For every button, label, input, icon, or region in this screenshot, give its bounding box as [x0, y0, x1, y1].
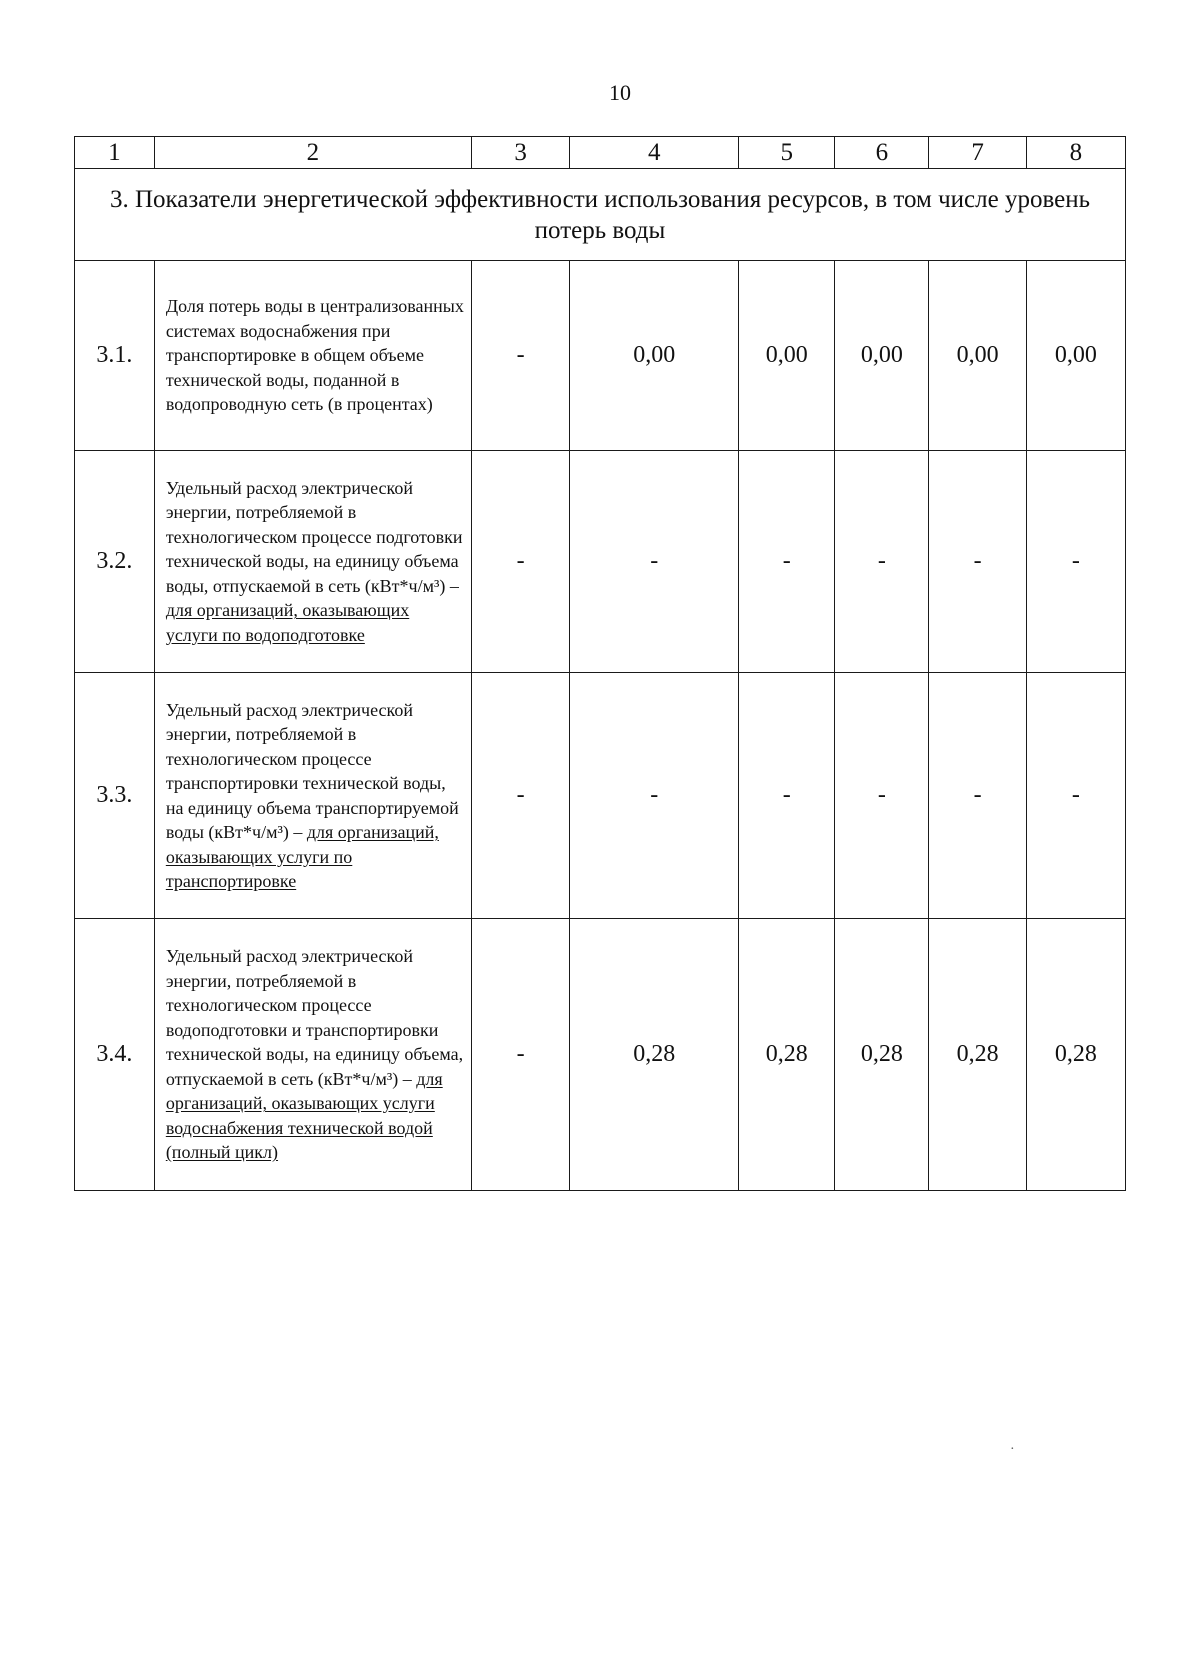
value-cell: 0,28 — [835, 919, 929, 1191]
value-cell: 0,00 — [739, 261, 835, 451]
column-header: 2 — [154, 137, 471, 169]
description-text: Удельный расход электрической энергии, потребляемой в технологическом процессе транспортировки технической воды, на единицу объема транспортируемой воды (кВт*ч/м³) – — [165, 699, 459, 842]
description-text: Доля потерь воды в централизованных системах водоснабжения при транспортировке в общем объеме технической воды, поданной в водопроводную сеть (в процентах) — [165, 296, 464, 415]
value-cell: - — [929, 451, 1026, 673]
value-cell: 0,28 — [929, 919, 1026, 1191]
description-underlined-text: для организаций, оказывающих услуги по транспортировке — [165, 822, 439, 891]
page-number — [0, 80, 1200, 106]
value-cell: 0,28 — [739, 919, 835, 1191]
column-header: 6 — [835, 137, 929, 169]
row-number: 3.2. — [75, 451, 155, 673]
value-cell: - — [472, 451, 570, 673]
value-cell: 0,00 — [835, 261, 929, 451]
row-number: 3.4. — [75, 919, 155, 1191]
value-cell: - — [570, 673, 739, 919]
column-header: 4 — [570, 137, 739, 169]
value-cell: - — [739, 451, 835, 673]
section-row — [75, 169, 1126, 261]
column-header: 7 — [929, 137, 1026, 169]
column-header-row — [75, 137, 1126, 169]
row-description — [154, 673, 471, 919]
table-row — [75, 451, 1126, 673]
section-title: 3. Показатели энергетической эффективности использования ресурсов, в том числе уровень потерь воды — [75, 169, 1126, 261]
value-cell: - — [835, 451, 929, 673]
value-cell: - — [570, 451, 739, 673]
description-text: Удельный расход электрической энергии, потребляемой в технологическом процессе водоподготовки и транспортировки технической воды, на единицу объема, отпускаемой в сеть (кВт*ч/м³) – — [165, 946, 464, 1089]
value-cell: - — [472, 261, 570, 451]
value-cell: - — [1026, 451, 1125, 673]
value-cell: - — [739, 673, 835, 919]
value-cell: - — [929, 673, 1026, 919]
value-cell: 0,28 — [570, 919, 739, 1191]
value-cell: - — [472, 673, 570, 919]
value-cell: 0,28 — [1026, 919, 1125, 1191]
row-description — [154, 451, 471, 673]
indicators-table — [74, 136, 1126, 1191]
column-header: 8 — [1026, 137, 1125, 169]
description-text: Удельный расход электрической энергии, потребляемой в технологическом процессе подготовки технической воды, на единицу объема воды, отпускаемой в сеть (кВт*ч/м³) – — [165, 477, 463, 596]
row-number: 3.3. — [75, 673, 155, 919]
table-row — [75, 919, 1126, 1191]
table-row — [75, 673, 1126, 919]
row-description — [154, 919, 471, 1191]
column-header: 1 — [75, 137, 155, 169]
row-number: 3.1. — [75, 261, 155, 451]
column-header: 3 — [472, 137, 570, 169]
value-cell: 0,00 — [1026, 261, 1125, 451]
value-cell: - — [1026, 673, 1125, 919]
description-underlined-text: для организаций, оказывающих услуги по водоподготовке — [165, 600, 410, 645]
value-cell: 0,00 — [570, 261, 739, 451]
scan-speck: · — [1010, 1442, 1015, 1457]
row-description — [154, 261, 471, 451]
description-underlined-text: для организаций, оказывающих услуги водоснабжения технической водой (полный цикл) — [165, 1068, 443, 1163]
value-cell: 0,00 — [929, 261, 1026, 451]
page-number-text: 10 — [609, 80, 631, 105]
value-cell: - — [472, 919, 570, 1191]
column-header: 5 — [739, 137, 835, 169]
value-cell: - — [835, 673, 929, 919]
table-row — [75, 261, 1126, 451]
